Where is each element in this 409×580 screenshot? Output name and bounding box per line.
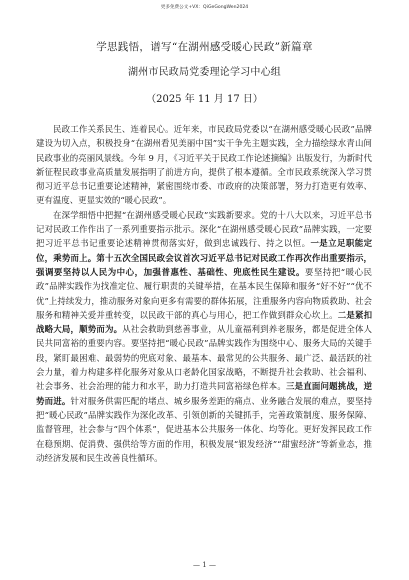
paragraph-text: 民政工作关系民生、连着民心。近年来，市民政局党委以“在湖州感受暖心民政”品牌建设为切入点，积极投身“在湖州看见美丽中国”实干争先主题实践，全力描绘绿水青山间民政事业的亮丽风景线。今年 9 月，《习近平关于民政工作论述摘编》出版发行，为新时代新征程民政事业高质量发展指明了前进方向，提供了根本遵循。全市民政系统深入学习贯彻习近平总书记重要论述精神，紧密围绕市委、市政府的决策部署，努力打造更有效率、更有温度、更显实效的“暖心民政”。: [36, 124, 372, 206]
paragraph-text: 从社会救助到慈善事业，从儿童福利到养老服务，都是促进全体人民共同富裕的重要内容。要坚持把“暖心民政”品牌实践作为围绕中心、服务大局的关键手段，紧盯最困难、最弱势的兜底对象、最基本、最常见的公共服务、最广泛、最活跃的社会力量，着力构建多样化服务对象从口老龄化国家战略，不断提升社会救助、社会福利、社会事务、社会治理的能力和水平，助力打造共同富裕绿色样本。: [36, 324, 372, 392]
paragraph-text: 要坚持把“暖心民政”品牌实践作为找准定位、履行职责的关键举措，在基本民生保障和服务“好不好”“优不优”上持续发力，推动服务对象向更多有需要的群体拓展，注重服务内容向物质救助、社会服务和精神关爱并重转变，以民政干部的真心与用心，把工作做到群众心坎上。: [36, 266, 372, 320]
paragraph-text: 在深学细悟中把握“在湖州感受暖心民政”实践新要求。党的十八大以来，习近平总书记对民政工作作出了一系列重要指示批示。深化“在湖州感受暖心民政”品牌实践，一定要把习近平总书记重要论述精神贯彻落实好，做到忠诚践行、持之以恒。: [36, 209, 372, 249]
document-body: [36, 122, 372, 465]
paragraph-text: 针对服务供需匹配的堵点、城乡服务差距的痛点、业务融合发展的难点，要坚持把“暖心民政”品牌实践作为深化改革、引领创新的关键抓手，完善政策制度、服务保障、监督管理，社会参与“四个体系”，促进基本公共服务一体化、均等化。更好发挥民政工作在稳预期、促消费、强供给等方面的作用，积极发展“银发经济”“甜蜜经济”等新业态，推动经济发展和民生改善良性循环。: [36, 395, 373, 463]
paragraph-bold-text: 一是立足职能定位，乘势而上。第十五次全国民政会议首次习近平总书记对民政工作再次作出重要指示，强调要坚持以人民为中心，加强普惠性、基础性、兜底性民生建设。: [36, 238, 373, 277]
document-title: 学思践悟，谱写“在湖州感受暖心民政”新篇章: [96, 41, 313, 53]
paragraph-bold-text: 二是紧扣战略大局，顺势而为。: [36, 309, 373, 335]
watermark-text: 更多免费公文+VX：QiGeGongWen2024: [160, 5, 249, 10]
document-date: （2025 年 11 月 17 日）: [146, 94, 263, 105]
document-author: 湖州市民政局党委理论学习中心组: [128, 67, 281, 78]
paragraph-1: [36, 122, 372, 208]
page-number: — 1 —: [193, 561, 216, 569]
paragraph-2: [36, 208, 372, 465]
paragraph-bold-text: 三是直面问题挑战，逆势而进。: [36, 381, 373, 406]
